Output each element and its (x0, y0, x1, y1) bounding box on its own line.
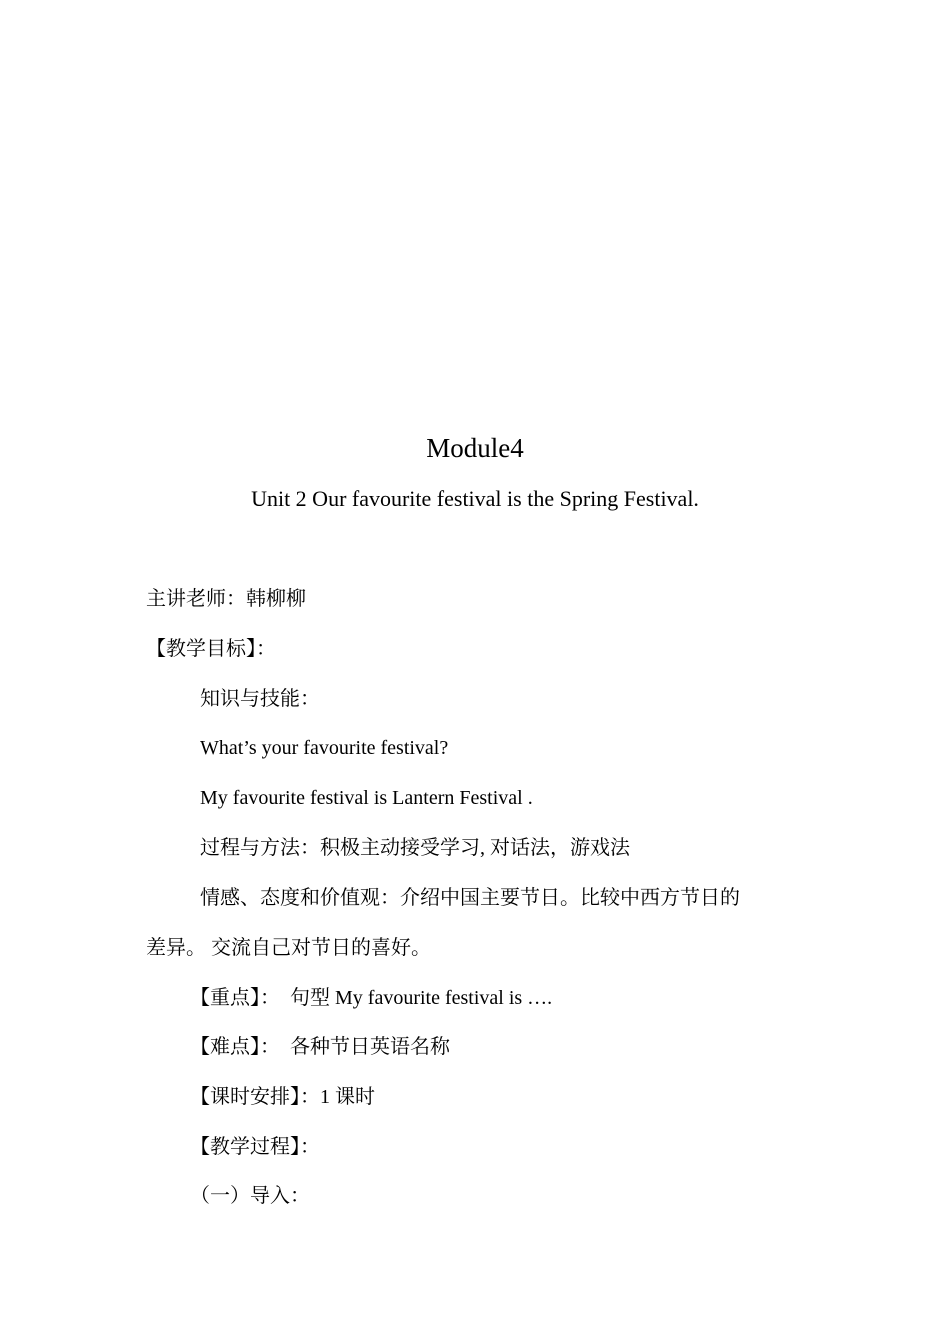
sentence-answer: My favourite festival is Lantern Festival . (200, 787, 533, 809)
emotion-line-2: 差异。 交流自己对节日的喜好。 (146, 937, 431, 959)
process-heading: 【教学过程】： (190, 1136, 320, 1158)
sentence-question: What’s your favourite festival? (200, 737, 449, 759)
difficulty-label: 【难点】： (190, 1036, 280, 1058)
intro-heading: （一）导入： (190, 1185, 310, 1207)
schedule-line: 【课时安排】：1 课时 (190, 1086, 375, 1108)
emotion-line-1: 情感、态度和价值观：介绍中国主要节日。比较中西方节日的 (200, 887, 740, 909)
process-methods-line: 过程与方法：积极主动接受学习, 对话法，游戏法 (200, 837, 630, 859)
teacher-line: 主讲老师：韩柳柳 (146, 588, 306, 610)
key-point-text: 句型 My favourite festival is …. (290, 987, 553, 1009)
difficulty-text: 各种节日英语名称 (290, 1036, 450, 1058)
key-point-line (190, 984, 552, 1012)
knowledge-heading: 知识与技能： (200, 688, 320, 710)
objectives-heading: 【教学目标】： (146, 638, 276, 660)
key-point-label: 【重点】： (190, 987, 280, 1009)
difficulty-line (190, 1033, 450, 1061)
document-subtitle: Unit 2 Our favourite festival is the Spring Festival. (251, 486, 699, 511)
document-title: Module4 (426, 433, 524, 463)
